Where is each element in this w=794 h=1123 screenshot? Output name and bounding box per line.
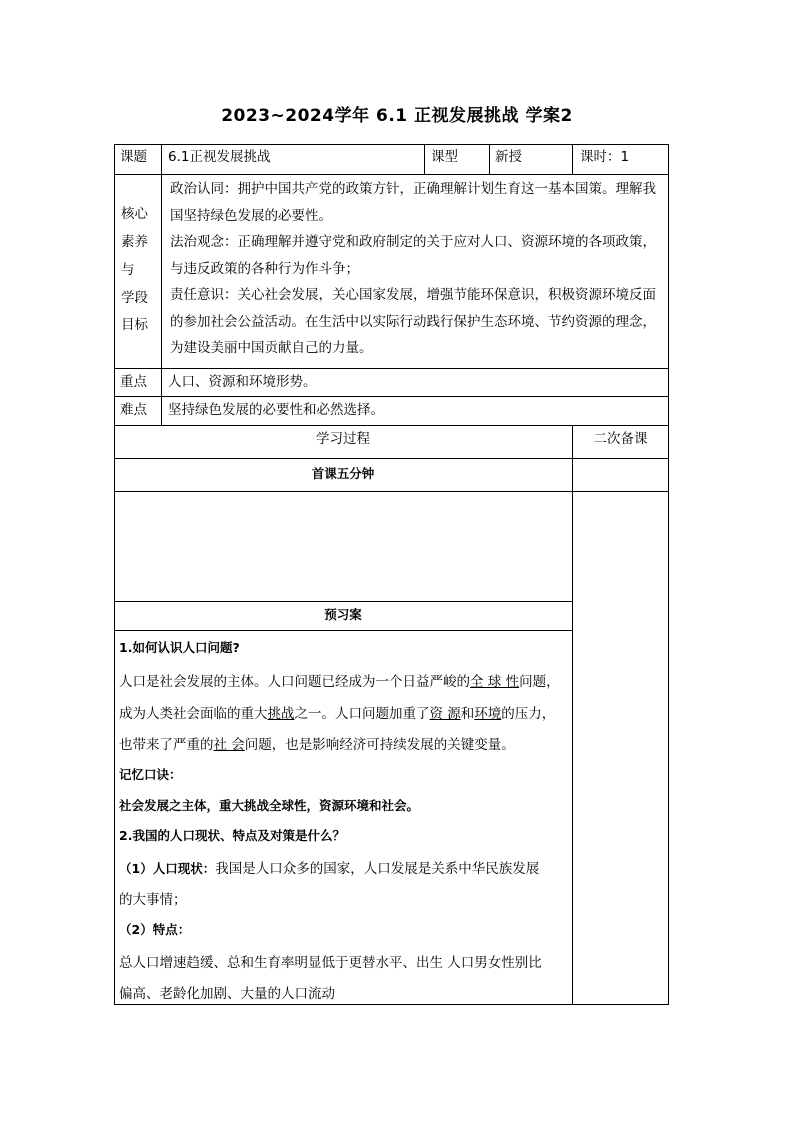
question-1: 1.如何认识人口问题? (119, 640, 240, 655)
question-2: 2.我国的人口现状、特点及对策是什么？ (119, 828, 345, 843)
key-point-value: 人口、资源和环境形势。 (168, 374, 317, 390)
paragraph-1-line-1: 人口是社会发展的主体。人口问题已经成为一个日益严峻的全 球 性问题， (119, 674, 560, 690)
key-point-label: 重点 (120, 374, 147, 390)
paragraph-1-line-2: 成为人类社会面临的重大挑战之一。人口问题加重了资 源和环境的压力， (119, 706, 556, 722)
topic-value: 6.1正视发展挑战 (168, 149, 271, 165)
goal-rule-of-law: 法治观念：正确理解并遵守党和政府制定的关于应对人口、资源环境的各项政策，与违反政策的各种行为作斗争； (170, 234, 656, 277)
document-title: 2023~2024学年 6.1 正视发展挑战 学案2 (221, 106, 573, 126)
preview-header: 预习案 (324, 607, 362, 622)
features-label: （2）特点： (119, 922, 191, 937)
difficulty-label: 难点 (120, 402, 147, 418)
goal-responsibility: 责任意识：关心社会发展，关心国家发展，增强节能环保意识，积极资源环境反面的参加社会公益活动。在生活中以实际行动践行保护生态环境、节约资源的理念，为建设美丽中国贡献自己的力量。 (170, 287, 656, 356)
mnemonic-label: 记忆口诀： (119, 767, 182, 782)
status-line-2: 的大事情； (119, 892, 187, 908)
topic-label: 课题 (120, 149, 147, 165)
status-line-1: （1）人口现状：我国是人口众多的国家，人口发展是关系中华民族发展 (119, 861, 540, 877)
period-count: 课时：1 (580, 149, 630, 165)
paragraph-1-line-3: 也带来了严重的社 会问题，也是影响经济可持续发展的关键变量。 (119, 737, 515, 753)
difficulty-value: 坚持绿色发展的必要性和必然选择。 (168, 402, 384, 418)
goals-content (170, 176, 664, 362)
warmup-header: 首课五分钟 (311, 466, 375, 481)
mnemonic-text: 社会发展之主体，重大挑战全球性，资源环境和社会。 (119, 798, 420, 813)
lesson-type-label: 课型 (431, 149, 458, 165)
goal-political-identity: 政治认同：拥护中国共产党的政策方针，正确理解计划生育这一基本国策。理解我国坚持绿色发展的必要性。 (170, 181, 656, 224)
features-line-1: 总人口增速趋缓、总和生育率明显低于更替水平、出生 人口男女性别比 (119, 955, 542, 971)
second-prep-header: 二次备课 (593, 431, 648, 447)
lesson-type-value: 新授 (495, 149, 522, 165)
learning-process-header: 学习过程 (316, 431, 370, 447)
features-line-2: 偏高、老龄化加剧、大量的人口流动 (119, 986, 335, 1002)
